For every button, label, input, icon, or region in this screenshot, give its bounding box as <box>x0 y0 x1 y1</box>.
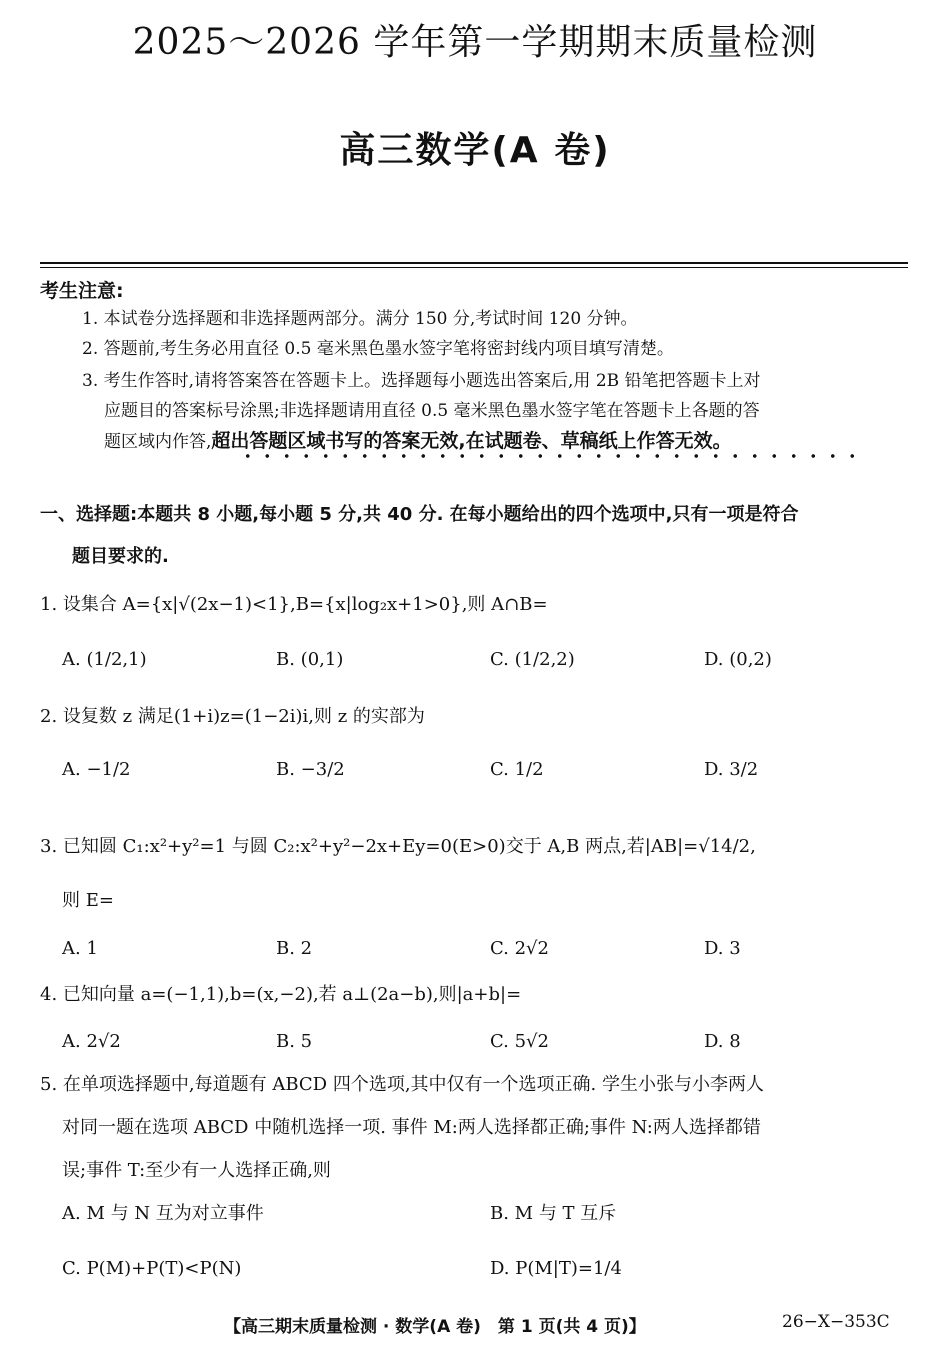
question-4-option-c: C. 5√2 <box>490 1031 549 1052</box>
notice-item-3-line2: 应题目的答案标号涂黑;非选择题请用直径 0.5 毫米黑色墨水签字笔在答题卡上各题的答 <box>104 401 760 421</box>
question-4-option-b: B. 5 <box>276 1031 313 1052</box>
question-5-option-b: B. M 与 T 互斥 <box>490 1203 617 1224</box>
question-2-option-d: D. 3/2 <box>704 759 759 780</box>
question-4-option-d: D. 8 <box>704 1031 741 1052</box>
question-3-option-a: A. 1 <box>62 938 98 959</box>
section-heading-line1: 一、选择题:本题共 8 小题,每小题 5 分,共 40 分. 在每小题给出的四个选项中,只有一项是符合 <box>40 504 799 525</box>
notice-item-2: 2. 答题前,考生务必用直径 0.5 毫米黑色墨水签字笔将密封线内项目填写清楚。 <box>82 339 674 359</box>
paper-code: 26−X−353C <box>782 1312 890 1332</box>
question-2-option-b: B. −3/2 <box>276 759 345 780</box>
question-5-stem-line3: 误;事件 T:至少有一人选择正确,则 <box>62 1160 331 1181</box>
question-1-stem: 1. 设集合 A={x|√(2x−1)<1},B={x|log₂x+1>0},则 A∩B= <box>40 594 548 615</box>
question-2-option-c: C. 1/2 <box>490 759 544 780</box>
exam-title: 2025～2026 学年第一学期期末质量检测 <box>132 22 818 63</box>
notice-item-3-line3-plain: 题区域内作答, <box>104 432 212 452</box>
question-3-stem-cont: 则 E= <box>62 890 114 911</box>
question-3-option-d: D. 3 <box>704 938 741 959</box>
question-3-stem: 3. 已知圆 C₁:x²+y²=1 与圆 C₂:x²+y²−2x+Ey=0(E>0)交于 A,B 两点,若|AB|=√14/2, <box>40 836 756 857</box>
question-2-option-a: A. −1/2 <box>62 759 131 780</box>
exam-subtitle: 高三数学(A 卷) <box>339 130 611 171</box>
emphasis-dots <box>238 452 863 460</box>
notice-heading: 考生注意: <box>40 280 124 302</box>
question-3-option-c: C. 2√2 <box>490 938 549 959</box>
question-4-option-a: A. 2√2 <box>62 1031 121 1052</box>
question-5-stem-line2: 对同一题在选项 ABCD 中随机选择一项. 事件 M:两人选择都正确;事件 N:两人选择都错 <box>62 1117 761 1138</box>
question-1-option-b: B. (0,1) <box>276 649 344 670</box>
question-3-option-b: B. 2 <box>276 938 313 959</box>
question-5-option-d: D. P(M|T)=1/4 <box>490 1258 622 1279</box>
notice-item-3-line1: 3. 考生作答时,请将答案答在答题卡上。选择题每小题选出答案后,用 2B 铅笔把答题卡上对 <box>82 371 761 391</box>
notice-emphasis: 超出答题区域书写的答案无效,在试题卷、草稿纸上作答无效。 <box>211 430 732 452</box>
page-footer: 【高三期末质量检测 · 数学(A 卷) 第 1 页(共 4 页)】 <box>224 1317 646 1337</box>
question-2-stem: 2. 设复数 z 满足(1+i)z=(1−2i)i,则 z 的实部为 <box>40 706 425 727</box>
question-4-stem: 4. 已知向量 a=(−1,1),b=(x,−2),若 a⊥(2a−b),则|a+b|= <box>40 984 522 1005</box>
divider-thin <box>40 267 908 268</box>
question-5-option-a: A. M 与 N 互为对立事件 <box>62 1203 264 1224</box>
notice-item-1: 1. 本试卷分选择题和非选择题两部分。满分 150 分,考试时间 120 分钟。 <box>82 309 638 329</box>
divider-thick <box>40 262 908 264</box>
question-5-stem-line1: 5. 在单项选择题中,每道题有 ABCD 四个选项,其中仅有一个选项正确. 学生小张与小李两人 <box>40 1074 764 1095</box>
section-heading-line2: 题目要求的. <box>72 546 169 567</box>
question-1-option-d: D. (0,2) <box>704 649 772 670</box>
question-5-option-c: C. P(M)+P(T)<P(N) <box>62 1258 242 1279</box>
question-1-option-c: C. (1/2,2) <box>490 649 575 670</box>
question-1-option-a: A. (1/2,1) <box>62 649 147 670</box>
